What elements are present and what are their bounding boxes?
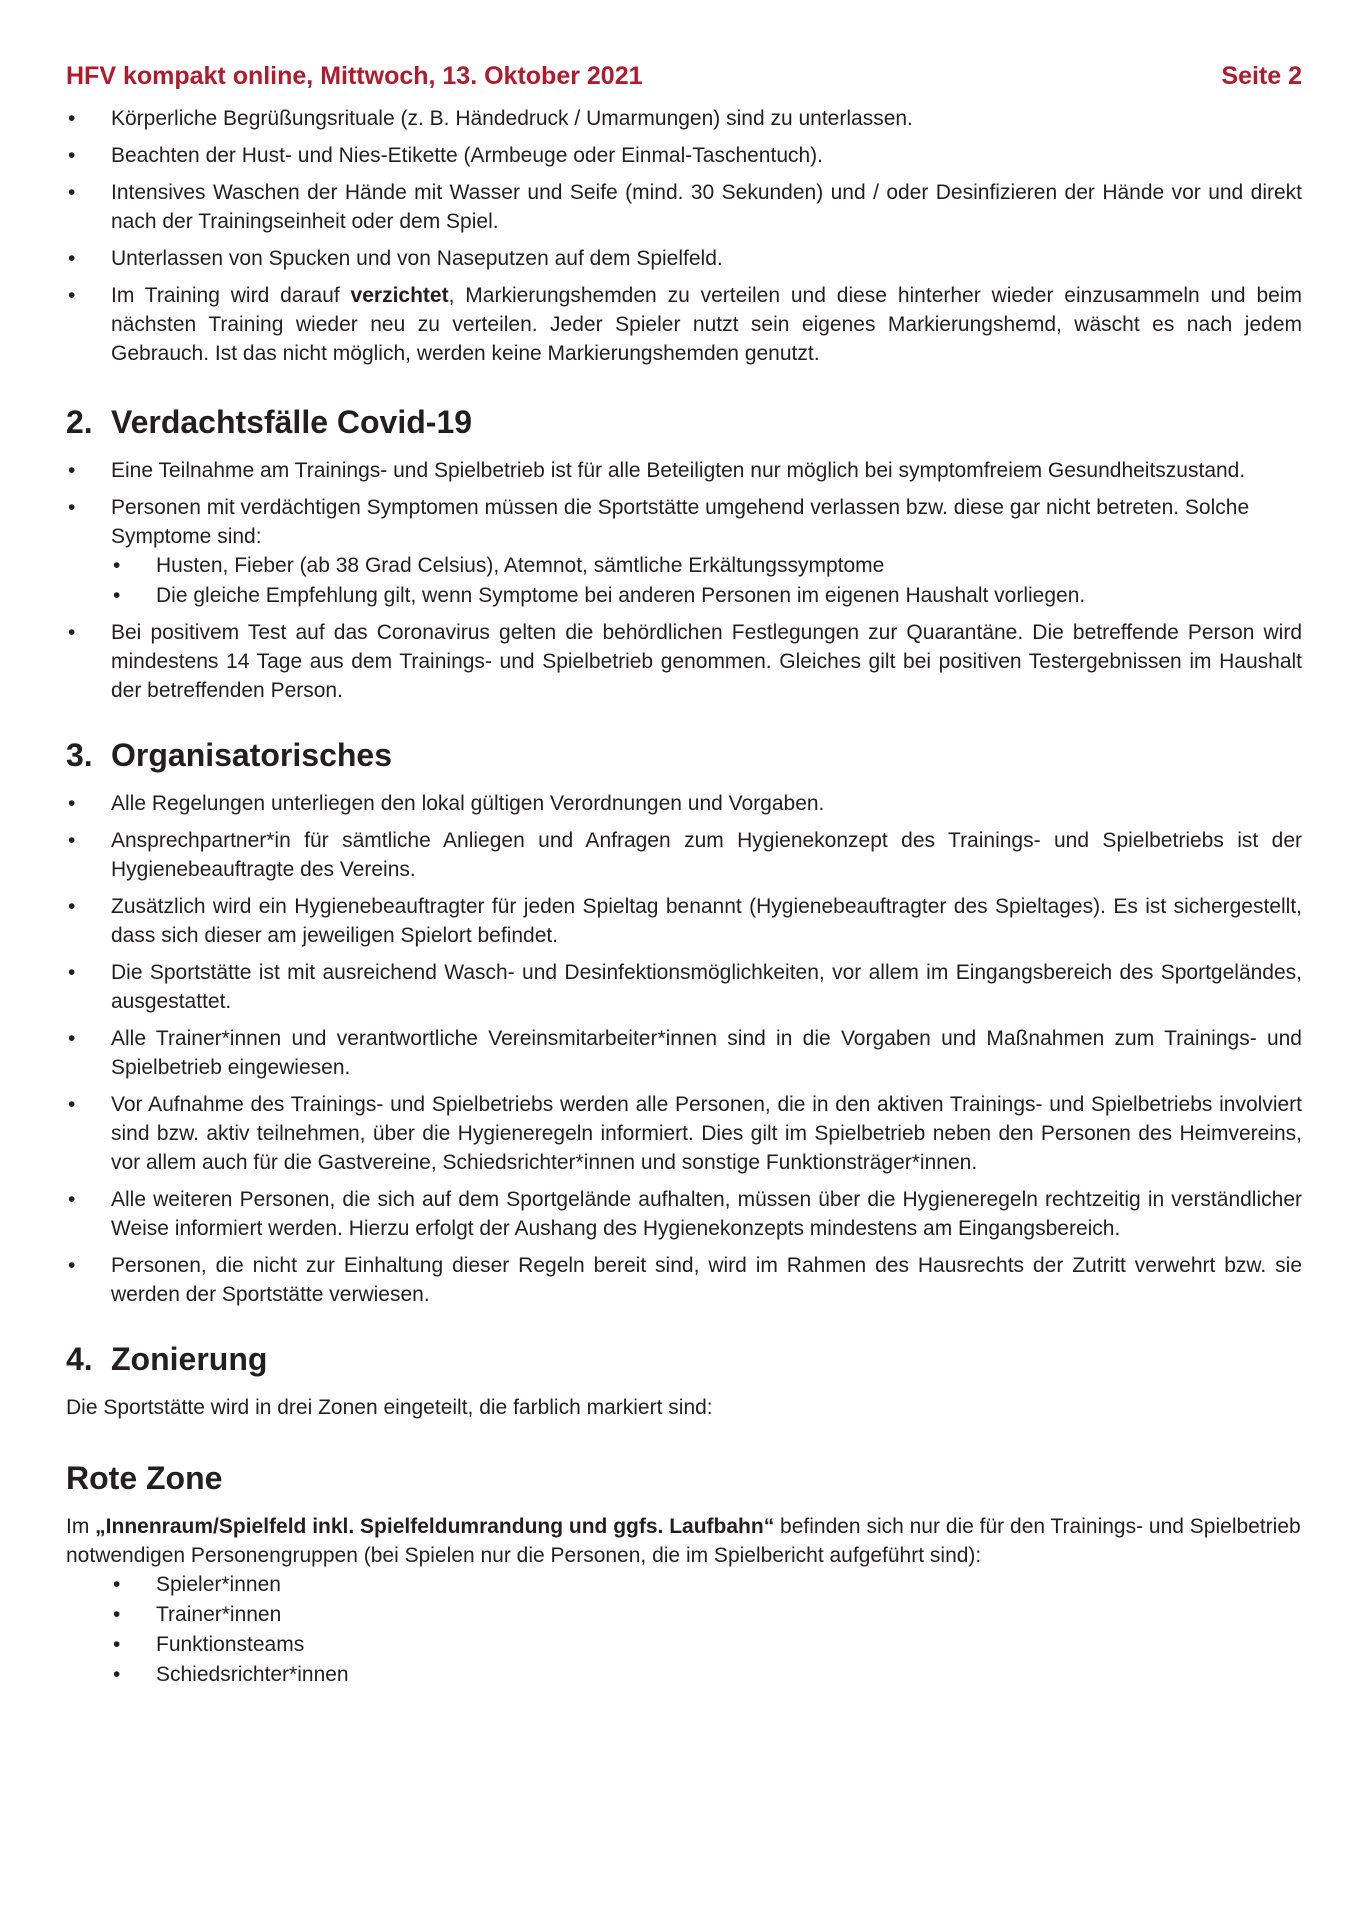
list-item: • Intensives Waschen der Hände mit Wasser und Seife (mind. 30 Sekunden) und / oder Desinfizieren der Hände vor und direkt nach der Trainingseinheit oder dem Spiel.: [66, 178, 1302, 236]
red-zone-people-list: [66, 1570, 1302, 1689]
list-item: • Eine Teilnahme am Trainings- und Spielbetrieb ist für alle Beteiligten nur möglich bei symptomfreiem Gesundheitszustand.: [66, 456, 1302, 485]
section-heading-3: 3. Organisatorisches: [66, 737, 392, 773]
list-item: • Personen, die nicht zur Einhaltung dieser Regeln bereit sind, wird im Rahmen des Hausrechts der Zutritt verwehrt bzw. sie werden der Sportstätte verwiesen.: [66, 1251, 1302, 1309]
emphasis-text: verzichtet: [350, 284, 449, 307]
list-item: • Im Training wird darauf verzichtet, Markierungshemden zu verteilen und diese hinterher wieder einzusammeln und beim nächsten Training wieder neu zu verteilen. Jeder Spieler nutzt sein eigenes Markierungshemd, wäscht es nach jedem Gebrauch. Ist das nicht möglich, werden keine Markierungshemden genutzt.: [66, 281, 1302, 368]
page-number: Seite 2: [1221, 62, 1302, 90]
header-title: HFV kompakt online, Mittwoch, 13. Oktober 2021: [66, 62, 643, 90]
section-3-list: [66, 789, 1302, 1309]
zoning-intro: Die Sportstätte wird in drei Zonen eingeteilt, die farblich markiert sind:: [66, 1396, 713, 1419]
list-item: • Vor Aufnahme des Trainings- und Spielbetriebs werden alle Personen, die in den aktiven Trainings- und Spielbetriebs involviert sind bzw. aktiv teilnehmen, über die Hygieneregeln informiert. Dies gilt im Spielbetrieb neben den Personen des Heimvereins, vor allem auch für die Gastvereine, Schiedsrichter*innen und sonstige Funktionsträger*innen.: [66, 1090, 1302, 1177]
list-item: • Ansprechpartner*in für sämtliche Anliegen und Anfragen zum Hygienekonzept des Trainings- und Spielbetriebs ist der Hygienebeauftragte des Vereins.: [66, 826, 1302, 884]
list-item: • Bei positivem Test auf das Coronavirus gelten die behördlichen Festlegungen zur Quarantäne. Die betreffende Person wird mindestens 14 Tage aus dem Trainings- und Spielbetrieb genommen. Gleiches gilt bei positiven Testergebnissen im Haushalt der betreffenden Person.: [66, 618, 1302, 705]
list-item: • Zusätzlich wird ein Hygienebeauftragter für jeden Spieltag benannt (Hygienebeauftragter des Spieltages). Es ist sichergestellt, dass sich dieser am jeweiligen Spielort befindet.: [66, 892, 1302, 950]
list-item: • Alle Regelungen unterliegen den lokal gültigen Verordnungen und Vorgaben.: [66, 789, 1302, 818]
list-item: • Alle weiteren Personen, die sich auf dem Sportgelände aufhalten, müssen über die Hygieneregeln rechtzeitig in verständlicher Weise informiert werden. Hierzu erfolgt der Aushang des Hygienekonzepts mindestens am Eingangsbereich.: [66, 1185, 1302, 1243]
hygiene-rules-list: [66, 104, 1302, 368]
symptom-list: [111, 551, 1302, 610]
emphasis-text: „Innenraum/Spielfeld inkl. Spielfeldumrandung und ggfs. Laufbahn“: [95, 1515, 775, 1538]
section-heading-2: 2. Verdachtsfälle Covid-19: [66, 404, 473, 440]
sub-list-item: • Die gleiche Empfehlung gilt, wenn Symptome bei anderen Personen im eigenen Haushalt vorliegen.: [111, 581, 1302, 610]
section-2-list: [66, 456, 1302, 705]
list-item: • Unterlassen von Spucken und von Naseputzen auf dem Spielfeld.: [66, 244, 1302, 273]
page-header: [66, 62, 1302, 96]
section-heading-4: 4. Zonierung: [66, 1341, 268, 1377]
list-item: • Die Sportstätte ist mit ausreichend Wasch- und Desinfektionsmöglichkeiten, vor allem im Eingangsbereich des Sportgeländes, ausgestattet.: [66, 958, 1302, 1016]
document-page: [66, 62, 1302, 1690]
list-item: • Trainer*innen: [111, 1600, 1302, 1629]
list-item: • Beachten der Hust- und Nies-Etikette (Armbeuge oder Einmal-Taschentuch).: [66, 141, 1302, 170]
sub-list-item: • Husten, Fieber (ab 38 Grad Celsius), Atemnot, sämtliche Erkältungssymptome: [111, 551, 1302, 580]
red-zone-heading: Rote Zone: [66, 1460, 223, 1496]
list-item: • Spieler*innen: [111, 1570, 1302, 1599]
list-item: • Schiedsrichter*innen: [111, 1660, 1302, 1689]
list-item: • Körperliche Begrüßungsrituale (z. B. Händedruck / Umarmungen) sind zu unterlassen.: [66, 104, 1302, 133]
list-item: • Funktionsteams: [111, 1630, 1302, 1659]
list-item: • Personen mit verdächtigen Symptomen müssen die Sportstätte umgehend verlassen bzw. diese gar nicht betreten. Solche Symptome sind: • Husten, Fieber (ab 38 Grad Celsius), Atemnot, sämtliche Erkältungssymptome • Die gleiche Empfehlung gilt, wenn Symptome bei anderen Personen im eigenen Haushalt vorliegen.: [66, 493, 1302, 610]
list-item: • Alle Trainer*innen und verantwortliche Vereinsmitarbeiter*innen sind in die Vorgaben und Maßnahmen zum Trainings- und Spielbetrieb eingewiesen.: [66, 1024, 1302, 1082]
red-zone-description: Im „Innenraum/Spielfeld inkl. Spielfeldumrandung und ggfs. Laufbahn“ befinden sich nur die für den Trainings- und Spielbetrieb notwendigen Personengruppen (bei Spielen nur die Personen, die im Spielbericht aufgeführt sind):: [66, 1515, 1301, 1567]
